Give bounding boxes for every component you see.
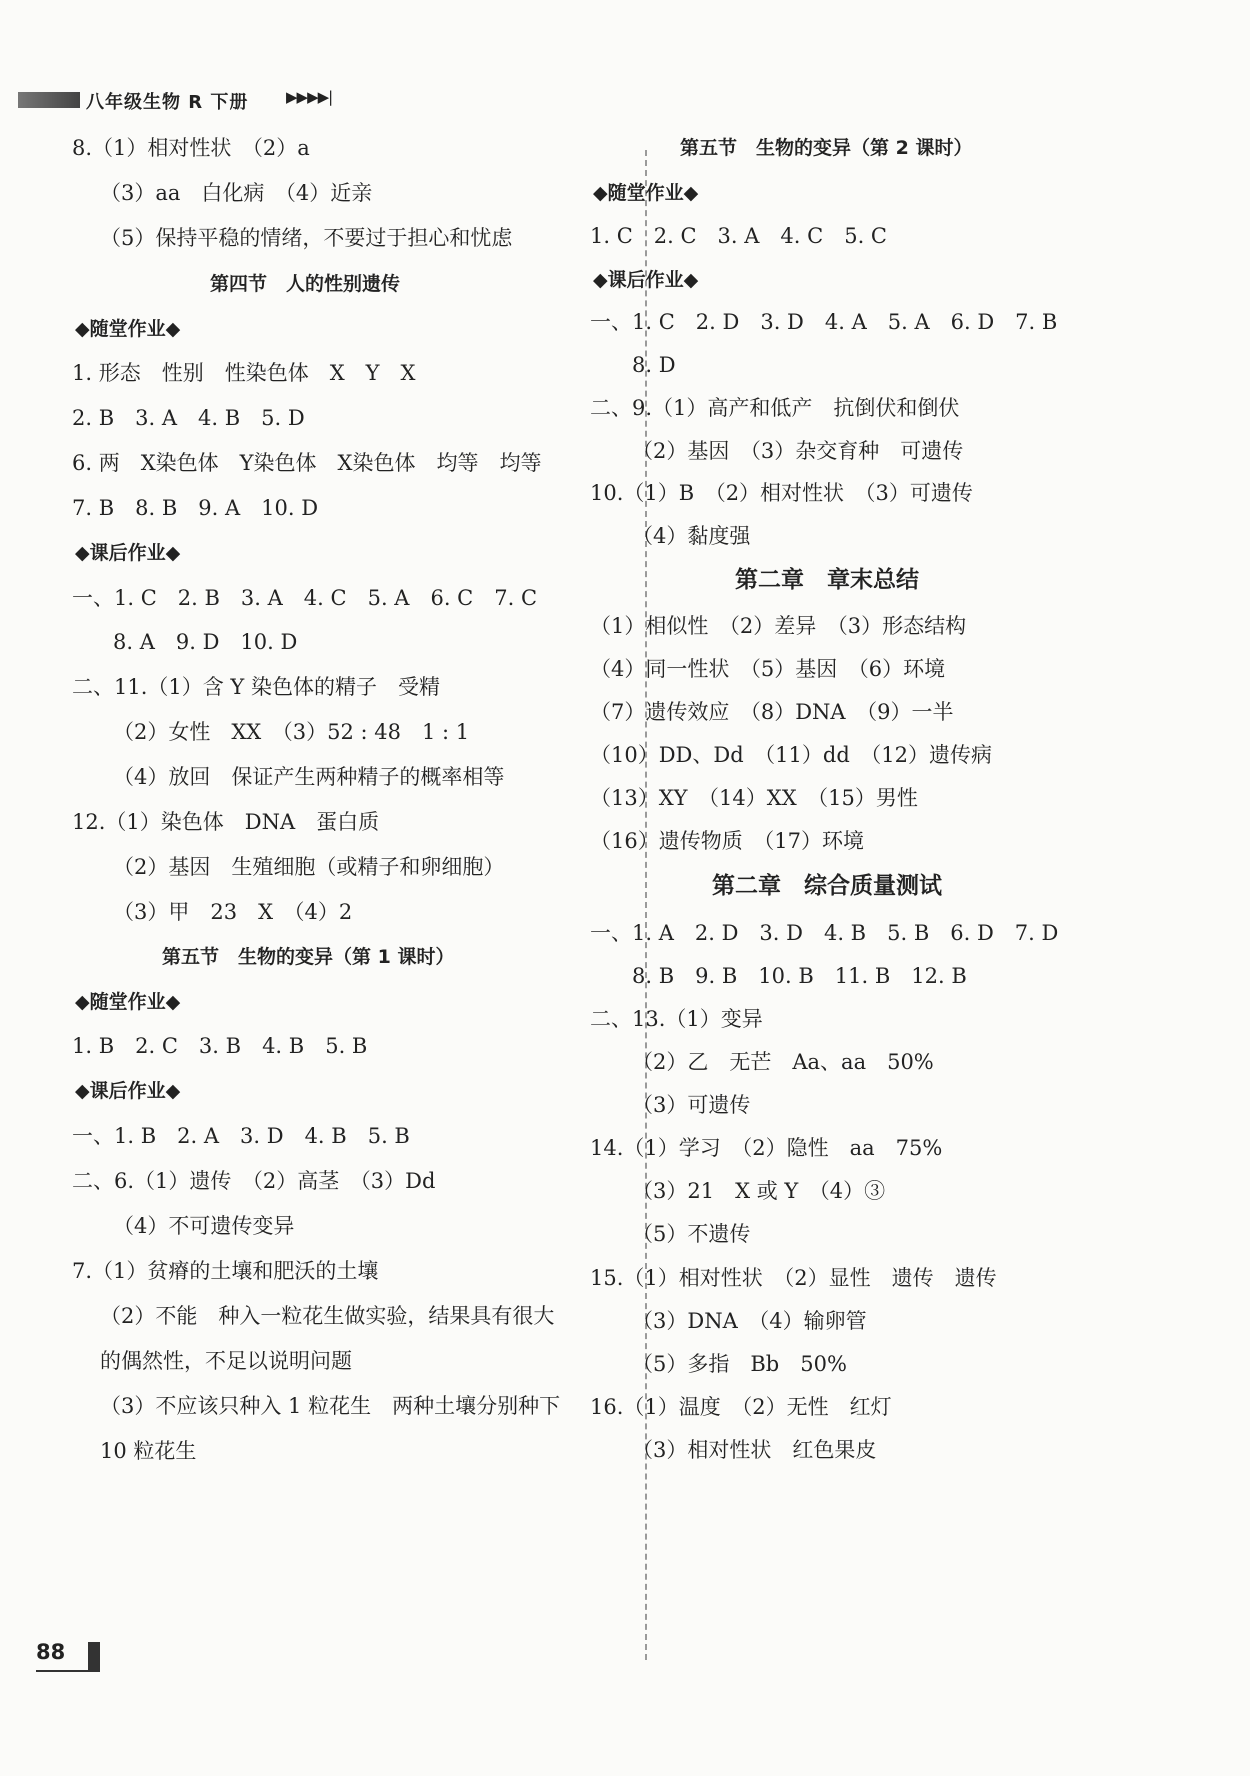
section-title: 第四节 人的性别遗传 xyxy=(210,273,401,295)
answer-line: （13）XY （14）XX （15）男性 xyxy=(590,786,918,810)
answer-line: （3）aa 白化病 （4）近亲 xyxy=(100,181,373,205)
answer-line: 1. C 2. C 3. A 4. C 5. C xyxy=(590,224,887,248)
answer-line: （10）DD、Dd （11）dd （12）遗传病 xyxy=(590,743,993,767)
answer-line: 的偶然性，不足以说明问题 xyxy=(100,1349,352,1373)
header-bar xyxy=(18,92,80,108)
answer-line: （2）基因 （3）杂交育种 可遗传 xyxy=(632,439,964,463)
answer-line: 一、1. A 2. D 3. D 4. B 5. B 6. D 7. D xyxy=(590,921,1059,945)
answer-line: （3）相对性状 红色果皮 xyxy=(632,1438,877,1462)
answer-line: 7. B 8. B 9. A 10. D xyxy=(72,496,319,520)
answer-line: （1）相似性 （2）差异 （3）形态结构 xyxy=(590,614,967,638)
subsection-title: ◆课后作业◆ xyxy=(75,542,181,564)
answer-line: （2）女性 XX （3）52 : 48 1 : 1 xyxy=(113,720,470,744)
answer-line: 12.（1）染色体 DNA 蛋白质 xyxy=(72,810,380,834)
answer-line: （3）21 X 或 Y （4）③ xyxy=(632,1179,886,1203)
answer-line: （4）黏度强 xyxy=(632,524,751,548)
answer-line: 8.（1）相对性状 （2）a xyxy=(72,136,310,160)
footer-mark xyxy=(88,1642,100,1670)
footer-rule xyxy=(36,1670,100,1672)
answer-line: 8. B 9. B 10. B 11. B 12. B xyxy=(632,964,967,988)
answer-line: （3）可遗传 xyxy=(632,1093,751,1117)
answer-line: 二、11.（1）含 Y 染色体的精子 受精 xyxy=(72,675,440,699)
answer-line: 7.（1）贫瘠的土壤和肥沃的土壤 xyxy=(72,1259,379,1283)
answer-line: 二、13.（1）变异 xyxy=(590,1007,763,1031)
answer-line: （5）不遗传 xyxy=(632,1222,751,1246)
answer-line: 一、1. B 2. A 3. D 4. B 5. B xyxy=(72,1124,410,1148)
answer-line: （3）DNA （4）输卵管 xyxy=(632,1309,867,1333)
answer-line: 16.（1）温度 （2）无性 红灯 xyxy=(590,1395,892,1419)
answer-line: 6. 两 X染色体 Y染色体 X染色体 均等 均等 xyxy=(72,451,542,475)
answer-line: 一、1. C 2. B 3. A 4. C 5. A 6. C 7. C xyxy=(72,586,538,610)
subsection-title: ◆课后作业◆ xyxy=(75,1080,181,1102)
answer-line: （16）遗传物质 （17）环境 xyxy=(590,829,864,853)
page-number: 88 xyxy=(36,1640,66,1664)
answer-line: （7）遗传效应 （8）DNA （9）一半 xyxy=(590,700,954,724)
answer-line: 14.（1）学习 （2）隐性 aa 75% xyxy=(590,1136,943,1160)
answer-line: 10 粒花生 xyxy=(100,1439,197,1463)
answer-line: 8. D xyxy=(632,353,676,377)
answer-line: 1. 形态 性别 性染色体 X Y X xyxy=(72,361,416,385)
answer-line: 2. B 3. A 4. B 5. D xyxy=(72,406,305,430)
answer-line: （4）放回 保证产生两种精子的概率相等 xyxy=(113,765,505,789)
answer-line: 一、1. C 2. D 3. D 4. A 5. A 6. D 7. B xyxy=(590,310,1058,334)
answer-line: 二、9.（1）高产和低产 抗倒伏和倒伏 xyxy=(590,396,960,420)
subsection-title: ◆随堂作业◆ xyxy=(593,182,699,204)
subsection-title: ◆课后作业◆ xyxy=(593,269,699,291)
page-header xyxy=(18,86,348,116)
answer-line: （2）乙 无芒 Aa、aa 50% xyxy=(632,1050,934,1074)
chapter-title: 第二章 综合质量测试 xyxy=(712,873,942,899)
answer-line: 15.（1）相对性状 （2）显性 遗传 遗传 xyxy=(590,1266,997,1290)
section-title: 第五节 生物的变异（第 1 课时） xyxy=(162,946,455,968)
header-arrows-icon: ▶▶▶▶| xyxy=(286,88,333,106)
chapter-title: 第二章 章末总结 xyxy=(735,567,919,593)
answer-line: （5）保持平稳的情绪，不要过于担心和忧虑 xyxy=(100,226,513,250)
subsection-title: ◆随堂作业◆ xyxy=(75,318,181,340)
page-footer xyxy=(36,1640,136,1672)
answer-line: 二、6.（1）遗传 （2）高茎 （3）Dd xyxy=(72,1169,436,1193)
header-title: 八年级生物 R 下册 xyxy=(86,92,249,113)
answer-line: 1. B 2. C 3. B 4. B 5. B xyxy=(72,1034,368,1058)
subsection-title: ◆随堂作业◆ xyxy=(75,991,181,1013)
answer-line: 8. A 9. D 10. D xyxy=(113,630,298,654)
answer-line: （3）甲 23 X （4）2 xyxy=(113,900,353,924)
section-title: 第五节 生物的变异（第 2 课时） xyxy=(680,137,973,159)
answer-line: （2）不能 种入一粒花生做实验，结果具有很大 xyxy=(100,1304,555,1328)
answer-line: （4）同一性状 （5）基因 （6）环境 xyxy=(590,657,946,681)
answer-line: （2）基因 生殖细胞（或精子和卵细胞） xyxy=(113,855,505,879)
answer-line: （4）不可遗传变异 xyxy=(113,1214,295,1238)
answer-line: （3）不应该只种入 1 粒花生 两种土壤分别种下 xyxy=(100,1394,561,1418)
answer-line: （5）多指 Bb 50% xyxy=(632,1352,847,1376)
answer-line: 10.（1）B （2）相对性状 （3）可遗传 xyxy=(590,481,973,505)
